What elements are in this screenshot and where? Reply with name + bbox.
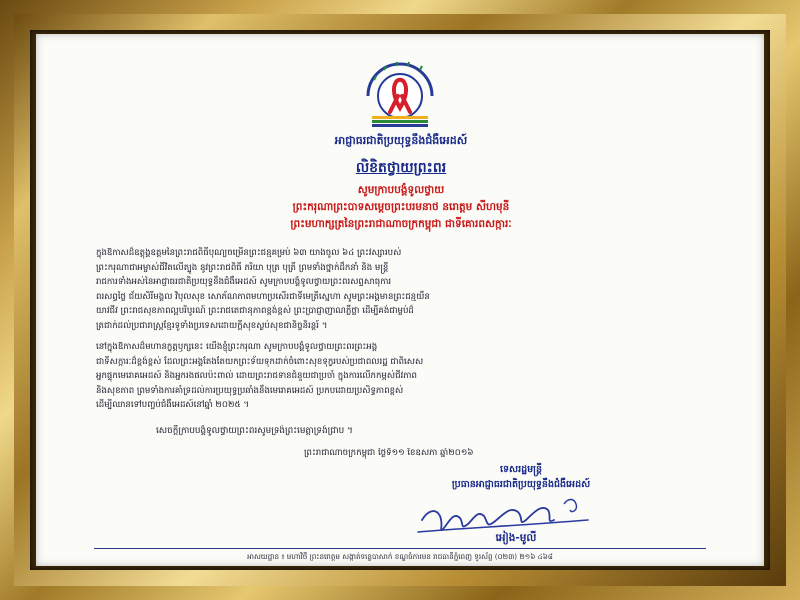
paragraph-line: និងសុខភាព ព្រមទាំងការគាំទ្រដល់ការប្រយុទ្ធប្រឆាំងនឹងមេរោគអេដស៍ ប្រកបដោយប្រសិទ្ធភាពខ្ពស់ xyxy=(96,385,404,396)
paragraph-line: អ្នកផ្ទុកមេរោគអេដស៍ និងអ្នករងផលប៉ះពាល់ ដោយព្រះរាជទានជំនួយជាប្រចាំ ក្នុងការលើកកម្ពស់ជីវភាព xyxy=(96,371,417,382)
paragraph-line: ដើម្បីឈានទៅបញ្ចប់ជំងឺអេដស៍នៅឆ្នាំ ២០២៥ ។ xyxy=(96,400,250,411)
footer-divider xyxy=(94,548,706,549)
body-paragraph-1 xyxy=(96,246,708,334)
royal-address-block xyxy=(146,182,656,233)
address-line: សូមក្រាបបង្គំទូលថ្វាយ xyxy=(357,184,445,196)
signatory-title-line: ប្រធានអាជ្ញាធរជាតិប្រយុទ្ធនឹងជំងឺអេដស៍ xyxy=(451,479,591,490)
red-ribbon-emblem-icon xyxy=(354,52,446,132)
letter-paper xyxy=(36,34,764,566)
paragraph-line: យាវជីវ ព្រះរាជសុខភាពល្អបរិបូរណ៍ ព្រះរាជតេជានុភាពខ្ពង់ខ្ពស់ ព្រះប្រាជ្ញាញាណភ្លឺថ្លា ដើម្បីគង់ជាម្លប់ដ៏ xyxy=(96,306,414,317)
paragraph-line: ក្នុងឱកាសដ៏ឧត្តុង្គឧត្តមនៃព្រះរាជពិធីបុណ្យចម្រើនព្រះជន្មគម្រប់ ៦៣ យាងចូល ៦៤ ព្រះវស្សារបស់ xyxy=(96,248,402,258)
closing-line: សេចក្តីក្រាបបង្គំទូលថ្វាយព្រះពរសូមទ្រង់ព្រះមេត្តាទ្រង់ជ្រាប ។ xyxy=(156,426,353,436)
paragraph-line: ជាទីសក្ការៈដ៏ខ្ពង់ខ្ពស់ ដែលព្រះអង្គតែងតែយកព្រះទ័យទុកដាក់ចំពោះសុខទុក្ខរបស់ប្រជាពលរដ្ឋ ជាពិសេស xyxy=(96,356,424,367)
signatory-title xyxy=(306,462,736,492)
paragraph-line: ព្រះករុណាជាអម្ចាស់ជីវិតលើត្បូង នូវព្រះរាជពិធី ភរិយា បុត្រ បុត្រី ព្រមទាំងថ្នាក់ដឹកនាំ និង មន្ត្រី xyxy=(96,262,389,273)
body-paragraph-2 xyxy=(96,340,708,413)
date-line: ព្រះរាជាណាចក្រកម្ពុជា ថ្ងៃទី១១ ខែឧសភា ឆ្នាំ២០១៦ xyxy=(304,448,474,458)
signatory-title-line: ទេសរដ្ឋមន្ត្រី xyxy=(499,464,543,475)
paragraph-line: ត្រជាក់ដល់ប្រជារាស្ត្រខ្មែរទូទាំងប្រទេសដោយក្តីសុខស្ងប់សុខជានិច្ចនិរន្តរ៍ ។ xyxy=(96,320,328,331)
paragraph-line: នៅក្នុងឱកាសដ៏មហានក្ខត្តឫក្សនេះ យើងខ្ញុំព្រះករុណា សូមក្រាបបង្គំទូលថ្វាយព្រះពរព្រះអង្គ xyxy=(96,342,378,352)
document-title: លិខិតថ្វាយព្រះពរ xyxy=(355,160,447,176)
signer-name: អៀង-មូលី xyxy=(495,532,537,544)
address-line: ព្រះករុណាព្រះបាទសម្តេចព្រះបរមនាថ នរោត្តម សីហមុនី xyxy=(292,201,510,213)
paragraph-line: រាជការទាំងអស់នៃអាជ្ញាធរជាតិប្រយុទ្ធនឹងជំងឺអេដស៍ សូមក្រាបបង្គំទូលថ្វាយព្រះពរសព្ទសាធុការ xyxy=(96,277,392,288)
footer-contact: អាសយដ្ឋាន ៖ មហាវិថី ព្រះនរោត្តម សង្កាត់ទន្លេបាសាក់ ខណ្ឌចំការមន រាជធានីភ្នំពេញ ទូរស័ព្ទ (០២៣) ២១៦ ៤៦៨ xyxy=(247,552,553,561)
paragraph-line: ពរសព្វថ្លៃ ជ័យសិរីមង្គល វិបុលសុខ សោភ័ណភាពមហាប្រសើរជាទីមេត្រីស្នេហា សូមព្រះអង្គមានព្រះជន្មយឺន xyxy=(96,291,430,302)
address-line: ព្រះមហាក្សត្រនៃព្រះរាជាណាចក្រកម្ពុជា ជាទីគោរពសក្ការៈ xyxy=(290,218,512,230)
organization-name: អាជ្ញាធរជាតិប្រយុទ្ធនឹងជំងឺអេដស៍ xyxy=(334,134,468,147)
